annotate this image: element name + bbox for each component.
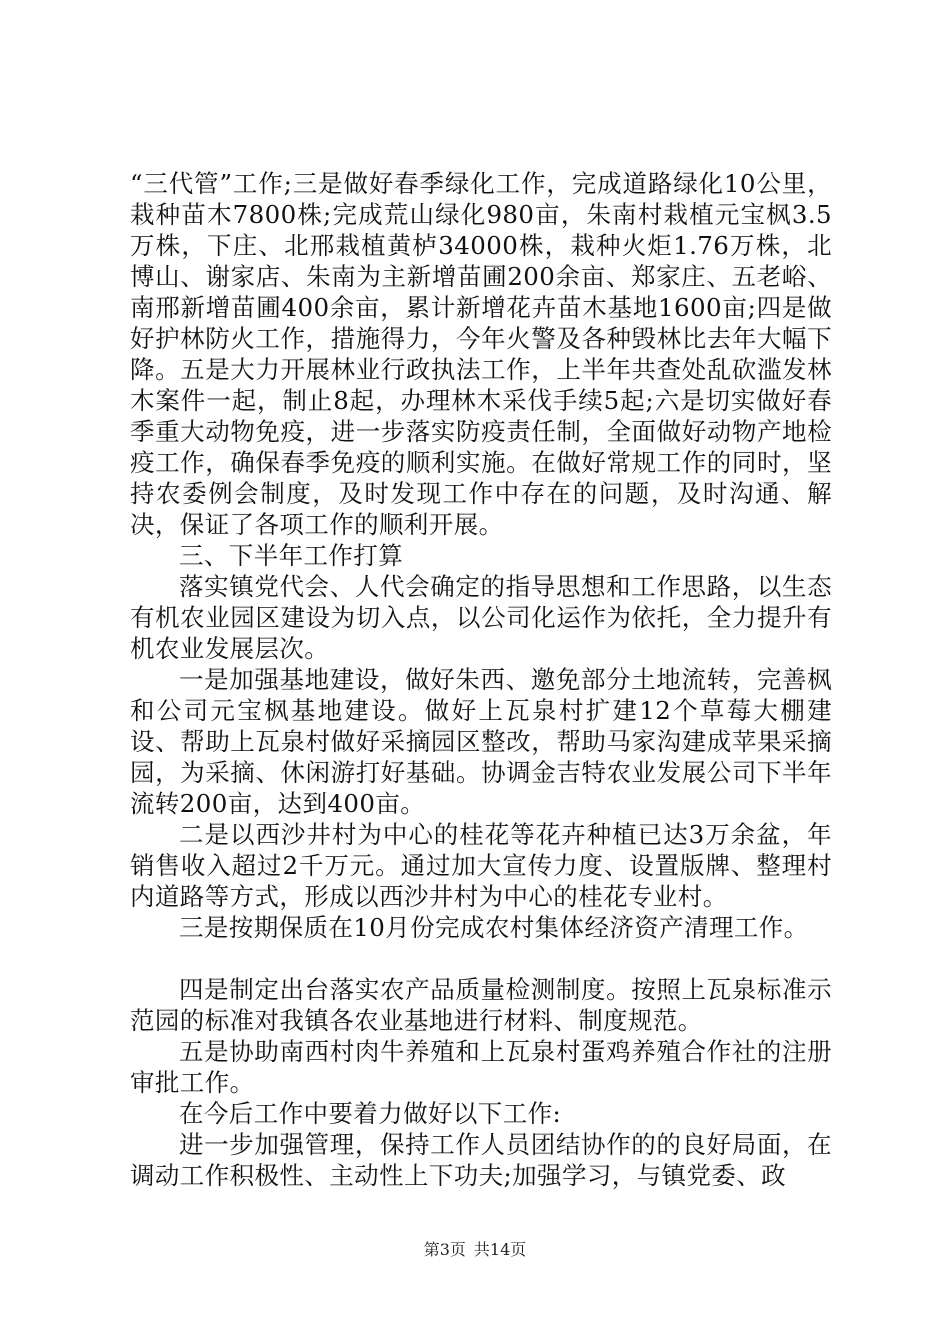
page-number: 第3页 — [423, 1240, 466, 1259]
paragraph-forestry-work: “三代管”工作;三是做好春季绿化工作，完成道路绿化10公里，栽种苗木7800株;完成荒山绿化980亩，朱南村栽植元宝枫3.5万株，下庄、北邢栽植黄栌34000株，栽种火炬1.76万株，北博山、谢家店、朱南为主新增苗圃200余亩、郑家庄、五老峪、南邢新增苗圃400余亩，累计新增花卉苗木基地1600亩;四是做好护林防火工作，措施得力，今年火警及各种毁林比去年大幅下降。五是大力开展林业行政执法工作，上半年共查处乱砍滥发林木案件一起，制止8起，办理林木采伐手续5起;六是切实做好春季重大动物免疫，进一步落实防疫责任制，全面做好动物产地检疫工作，确保春季免疫的顺利实施。在做好常规工作的同时，坚持农委例会制度，及时发现工作中存在的问题，及时沟通、解决，保证了各项工作的顺利开展。 — [130, 169, 832, 539]
document-body — [130, 168, 832, 1191]
paragraph-item-one: 一是加强基地建设，做好朱西、邀免部分土地流转，完善枫和公司元宝枫基地建设。做好上瓦泉村扩建12个草莓大棚建设、帮助上瓦泉村做好采摘园区整改，帮助马家沟建成苹果采摘园，为采摘、休闲游打好基础。协调金吉特农业发展公司下半年流转200亩，达到400亩。 — [130, 665, 832, 818]
paragraph-strengthen-management: 进一步加强管理，保持工作人员团结协作的的良好局面，在调动工作积极性、主动性上下功夫;加强学习，与镇党委、政 — [130, 1130, 832, 1190]
page-footer — [0, 1240, 950, 1260]
paragraph-guiding-thought: 落实镇党代会、人代会确定的指导思想和工作思路，以生态有机农业园区建设为切入点，以公司化运作为依托，全力提升有机农业发展层次。 — [130, 572, 832, 663]
section-heading-second-half-plan: 三、下半年工作打算 — [179, 541, 404, 570]
paragraph-item-two: 二是以西沙井村为中心的桂花等花卉种植已达3万余盆，年销售收入超过2千万元。通过加大宣传力度、设置版牌、整理村内道路等方式，形成以西沙井村为中心的桂花专业村。 — [130, 820, 832, 911]
paragraph-item-three: 三是按期保质在10月份完成农村集体经济资产清理工作。 — [179, 913, 809, 942]
paragraph-future-work-intro: 在今后工作中要着力做好以下工作: — [179, 1099, 562, 1128]
page-total: 共14页 — [473, 1240, 527, 1259]
paragraph-item-five: 五是协助南西村肉牛养殖和上瓦泉村蛋鸡养殖合作社的注册审批工作。 — [130, 1037, 832, 1097]
paragraph-item-four: 四是制定出台落实农产品质量检测制度。按照上瓦泉标准示范园的标准对我镇各农业基地进行材料、制度规范。 — [130, 975, 832, 1035]
